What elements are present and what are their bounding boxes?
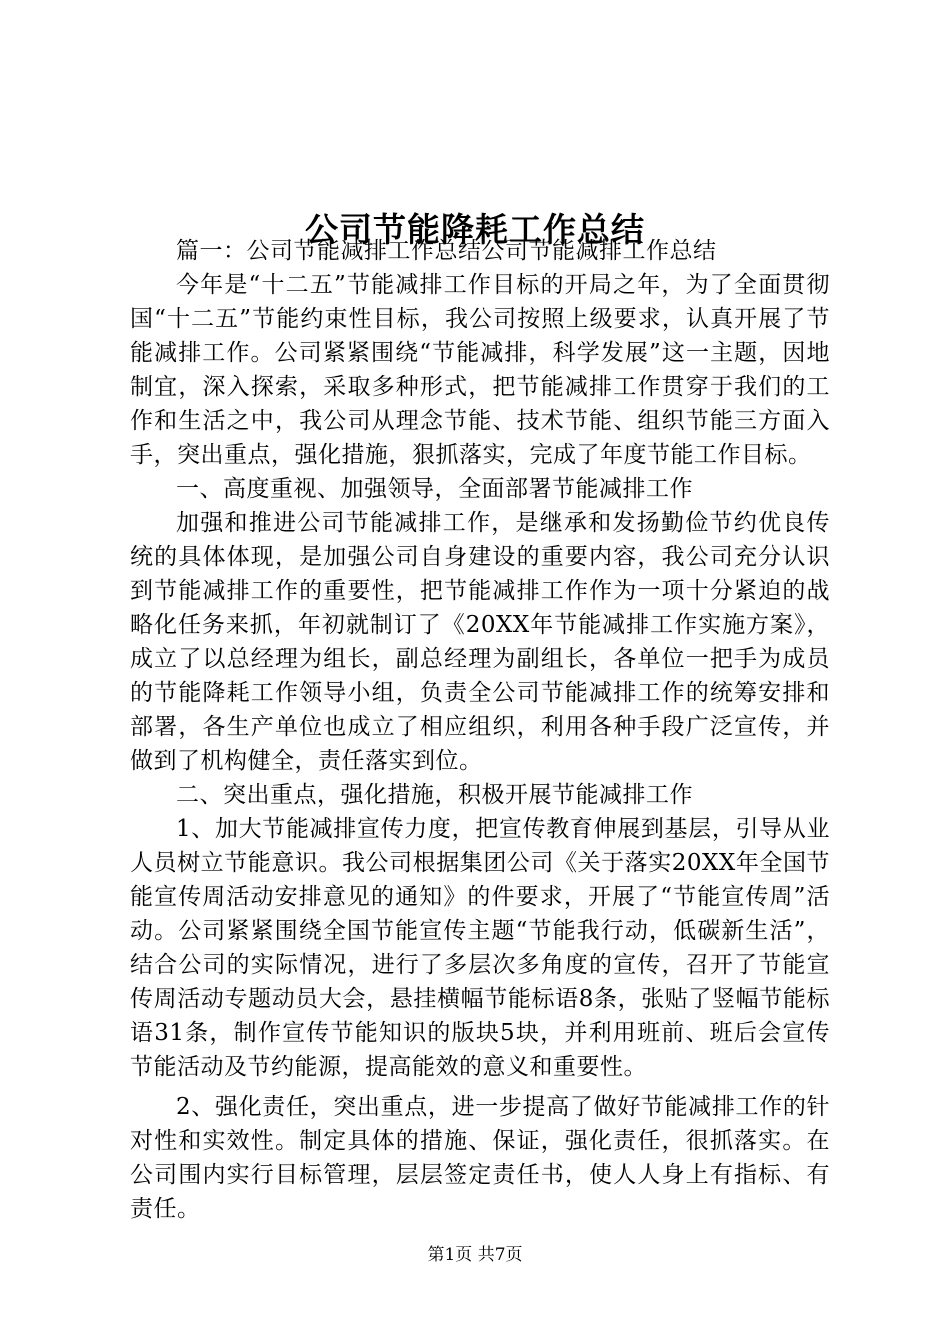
section-heading-2: 二、突出重点，强化措施，积极开展节能减排工作 — [176, 782, 693, 808]
paragraph-item-2: 2、强化责任，突出重点，进一步提高了做好节能减排工作的针对性和实效性。制定具体的措施、保证，强化责任，很抓落实。在公司围内实行目标管理，层层签定责任书，使人人身上有指标、有责任。 — [130, 1094, 830, 1222]
paragraph-section-1: 加强和推进公司节能减排工作，是继承和发扬勤俭节约优良传统的具体体现，是加强公司自身建设的重要内容，我公司充分认识到节能减排工作的重要性，把节能减排工作作为一项十分紧迫的战略化任务来抓，年初就制订了《20XX年节能减排工作实施方案》，成立了以总经理为组长，副总经理为副组长，各单位一把手为成员的节能降耗工作领导小组，负责全公司节能减排工作的统筹安排和部署，各生产单位也成立了相应组织，利用各种手段广泛宣传，并做到了机构健全，责任落实到位。 — [130, 510, 830, 774]
document-body — [130, 234, 830, 1226]
section-heading-1: 一、高度重视、加强领导，全面部署节能减排工作 — [176, 476, 693, 502]
paragraph-intro: 今年是“十二五”节能减排工作目标的开局之年，为了全面贯彻国“十二五”节能约束性目标，我公司按照上级要求，认真开展了节能减排工作。公司紧紧围绕“节能减排，科学发展”这一主题，因地制宜，深入探索，采取多种形式，把节能减排工作贯穿于我们的工作和生活之中，我公司从理念节能、技术节能、组织节能三方面入手，突出重点，强化措施，狠抓落实，完成了年度节能工作目标。 — [130, 272, 830, 468]
page-number-footer: 第1页 共7页 — [427, 1245, 523, 1265]
paragraph-item-1: 1、加大节能减排宣传力度，把宣传教育伸展到基层，引导从业人员树立节能意识。我公司根据集团公司《关于落实20XX年全国节能宣传周活动安排意见的通知》的件要求，开展了“节能宣传周”活动。公司紧紧围绕全国节能宣传主题“节能我行动，低碳新生活”，结合公司的实际情况，进行了多层次多角度的宣传，召开了节能宣传周活动专题动员大会，悬挂横幅节能标语8条，张贴了竖幅节能标语31条，制作宣传节能知识的版块5块，并利用班前、班后会宣传节能活动及节约能源，提高能效的意义和重要性。 — [130, 816, 830, 1080]
paragraph-subtitle: 篇一：公司节能减排工作总结公司节能减排工作总结 — [176, 238, 717, 264]
document-title: 公司节能降耗工作总结 — [305, 210, 645, 250]
